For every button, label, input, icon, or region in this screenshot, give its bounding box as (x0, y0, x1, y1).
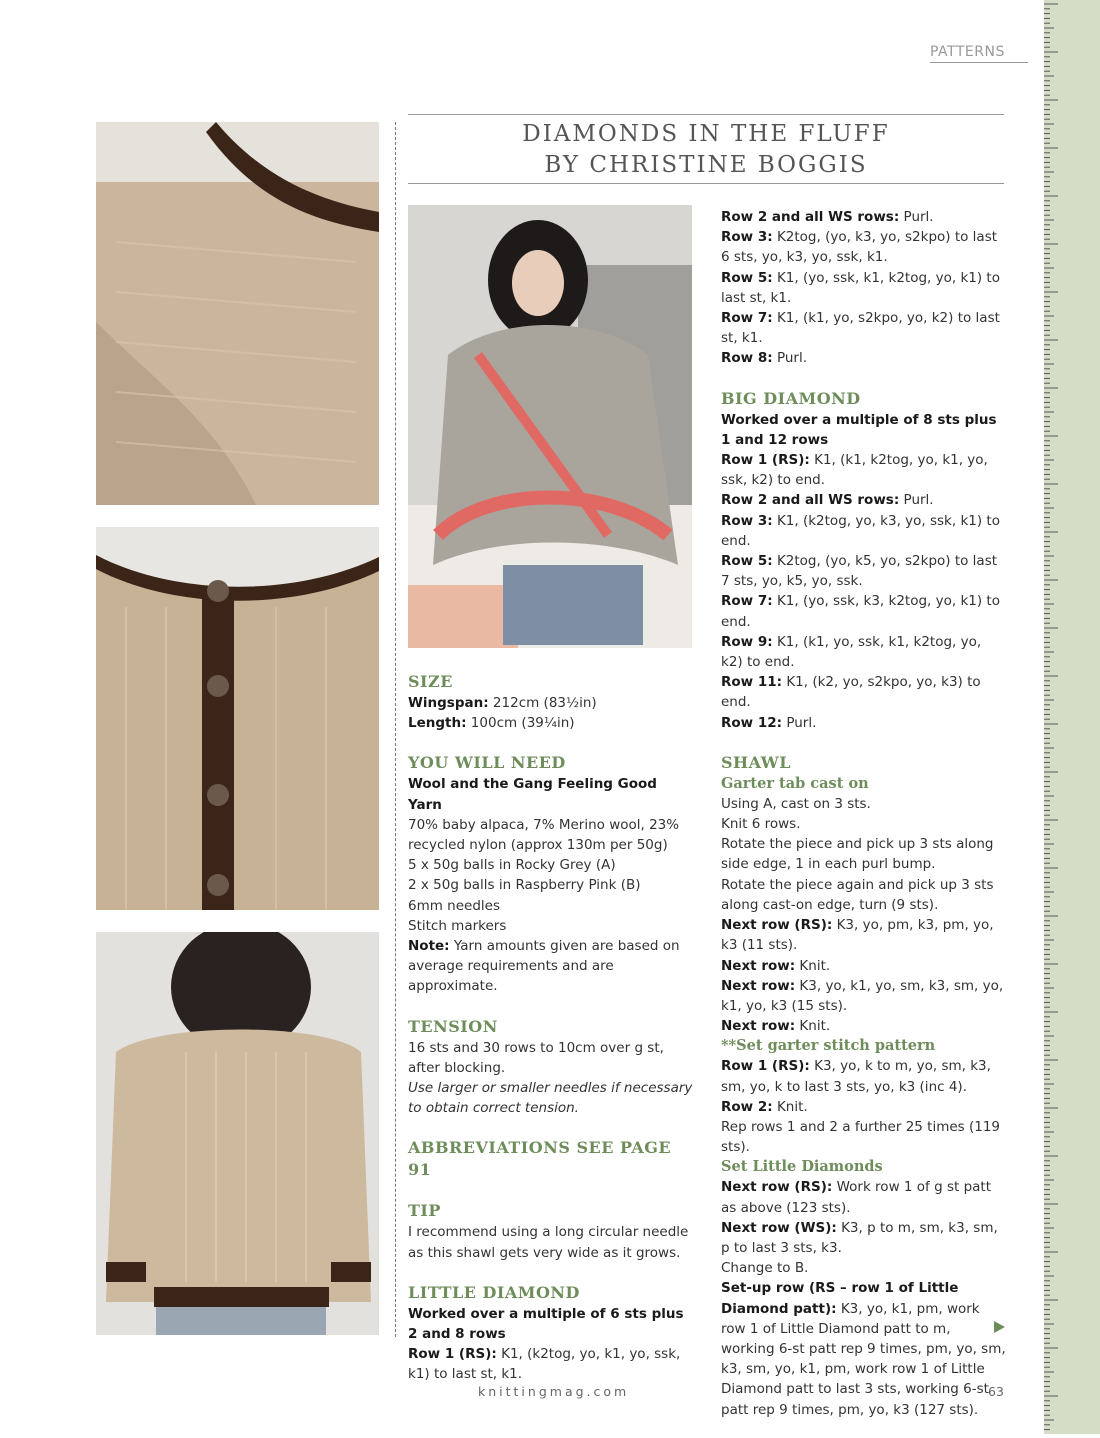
row-text: K2tog, (yo, k3, yo, s2kpo) to last 6 sts, yo, k3, yo, ssk, k1. (721, 229, 998, 266)
tension-note: Use larger or smaller needles if necessary to obtain correct tension. (408, 1080, 693, 1117)
row-label: Row 3: (721, 512, 773, 529)
row-text: K1, (k1, yo, ssk, k1, k2tog, yo, k2) to end. (721, 633, 982, 671)
row-text: K1, (k2tog, yo, k1, yo, ssk, k1) to last st, k1. (408, 1346, 681, 1383)
row-text: Knit. (776, 1098, 808, 1115)
shawl-line: Rep rows 1 and 2 a further 25 times (119 sts). (721, 1118, 1001, 1156)
row-label: Row 2 and all WS rows: (721, 492, 900, 509)
row-text: K1, (k2tog, yo, k3, yo, ssk, k1) to end. (721, 512, 1000, 549)
need-item: 70% baby alpaca, 7% Merino wool, 23% (408, 816, 680, 833)
row-text: K3, yo, pm, k3, pm, yo, k3 (11 sts). (721, 917, 994, 954)
right-column (721, 207, 1006, 1420)
row-label: Row 5: (721, 553, 773, 570)
abbreviations-heading: ABBREVIATIONS SEE PAGE 91 (408, 1138, 672, 1180)
garter-tab-subheading: Garter tab cast on (721, 774, 869, 792)
tension-text: 16 sts and 30 rows to 10cm over g st, after blocking. (408, 1039, 664, 1076)
row-label: Row 7: (721, 593, 773, 610)
row-label: Next row (RS): (721, 917, 833, 934)
footer-site: knittingmag.com (478, 1384, 630, 1399)
row-text: K2tog, (yo, k5, yo, s2kpo) to last 7 sts, yo, k5, yo, ssk. (721, 553, 998, 590)
section-tag: PATTERNS (930, 44, 1028, 63)
row-text: K3, p to m, sm, k3, sm, p to last 3 sts, k3. (721, 1219, 998, 1256)
little-diamond-intro: Worked over a multiple of 6 sts plus 2 and 8 rows (408, 1305, 684, 1343)
row-label: Next row: (721, 1018, 796, 1035)
row-text: K1, (yo, ssk, k3, k2tog, yo, k1) to end. (721, 593, 1000, 630)
length-value: 100cm (39¼in) (470, 715, 575, 732)
tension-heading: TENSION (408, 1016, 498, 1036)
row-text: Purl. (903, 492, 934, 509)
yarn-name: Wool and the Gang Feeling Good Yarn (408, 776, 657, 813)
row-label: Row 12: (721, 714, 783, 731)
note-label: Note: (408, 938, 450, 955)
row-label: Next row: (721, 957, 796, 974)
row-label: Row 7: (721, 310, 773, 327)
row-label: Row 5: (721, 269, 773, 286)
shawl-heading: SHAWL (721, 752, 792, 772)
row-label: Row 1 (RS): (721, 452, 810, 469)
wingspan-label: Wingspan: (408, 695, 489, 711)
row-label: Set-up row (RS – row 1 of Little Diamond patt): (721, 1280, 959, 1317)
photo-model-shawl (408, 205, 692, 648)
little-diamonds-subheading: Set Little Diamonds (721, 1158, 883, 1176)
row-text: K3, yo, k1, yo, sm, k3, sm, yo, k1, yo, k3 (15 sts). (721, 977, 1004, 1014)
photo-sweater-shoulder (96, 122, 379, 505)
row-label: Row 9: (721, 633, 773, 650)
big-diamond-heading: BIG DIAMOND (721, 388, 861, 408)
row-text: Purl. (903, 209, 934, 225)
ruler-strip (1044, 0, 1100, 1434)
tip-text: I recommend using a long circular needle as this shawl gets very wide as it grows. (408, 1224, 689, 1261)
need-item: Stitch markers (408, 917, 507, 934)
column-divider (395, 122, 396, 1337)
row-text: Knit. (799, 1018, 831, 1035)
little-diamond-heading: LITTLE DIAMOND (408, 1282, 580, 1302)
row-label: Row 1 (RS): (721, 1058, 810, 1075)
size-heading: SIZE (408, 672, 453, 691)
row-text: Knit. (799, 957, 831, 974)
need-item: 5 x 50g balls in Rocky Grey (A) (408, 857, 616, 874)
photo-sweater-back-view (96, 932, 379, 1335)
row-text: K1, (k1, k2tog, yo, k1, yo, ssk, k2) to end. (721, 452, 988, 489)
need-heading: YOU WILL NEED (408, 753, 566, 773)
page-number: 63 (988, 1384, 1004, 1399)
shawl-line: Change to B. (721, 1260, 809, 1277)
shawl-line: Knit 6 rows. (721, 816, 801, 833)
need-item: 2 x 50g balls in Raspberry Pink (B) (408, 877, 641, 894)
title-line-1: DIAMONDS IN THE FLUFF (522, 121, 890, 147)
need-item: 6mm needles (408, 897, 501, 914)
row-label: Next row (RS): (721, 1179, 833, 1196)
shawl-line: Rotate the piece again and pick up 3 sts along cast-on edge, turn (9 sts). (721, 876, 994, 913)
row-text: K1, (k2, yo, s2kpo, yo, k3) to end. (721, 674, 981, 711)
garter-pattern-subheading: **Set garter stitch pattern (721, 1037, 936, 1055)
row-text: K3, yo, k to m, yo, sm, k3, sm, yo, k to last 3 sts, yo, k3 (inc 4). (721, 1058, 991, 1095)
wingspan-value: 212cm (83½in) (492, 695, 597, 711)
row-label: Row 1 (RS): (408, 1346, 497, 1363)
tip-heading: TIP (408, 1201, 441, 1221)
ruler-ticks-icon (1044, 0, 1100, 1434)
row-text: K1, (k1, yo, s2kpo, yo, k2) to last st, k1. (721, 310, 1000, 347)
row-text: Work row 1 of g st patt as above (123 sts). (721, 1179, 991, 1216)
length-label: Length: (408, 715, 467, 732)
row-label: Row 11: (721, 674, 783, 691)
shawl-line: Using A, cast on 3 sts. (721, 795, 871, 812)
row-label: Row 8: (721, 350, 773, 367)
shawl-line: Rotate the piece and pick up 3 sts along side edge, 1 in each purl bump. (721, 836, 994, 873)
continue-arrow-icon (994, 1321, 1005, 1333)
row-text: K3, yo, k1, pm, work row 1 of Little Diamond patt to m, working 6-st patt rep 9 times, pm, yo, sm, k3, sm, yo, k1, pm, work row 1 of Little Diamond patt to last 3 sts, working 6-st patt rep 9 times, pm, yo, k3 (127 sts). (721, 1300, 1006, 1418)
row-text: Purl. (786, 714, 817, 731)
row-text: K1, (yo, ssk, k1, k2tog, yo, k1) to last st, k1. (721, 269, 1000, 306)
row-text: Purl. (776, 350, 807, 367)
big-diamond-intro: Worked over a multiple of 8 sts plus 1 and 12 rows (721, 411, 997, 448)
row-label: Row 2: (721, 1098, 773, 1115)
middle-column (408, 671, 693, 1385)
article-title (408, 114, 1004, 184)
row-label: Row 2 and all WS rows: (721, 209, 900, 225)
photo-sweater-back-buttons (96, 527, 379, 910)
note-text: Yarn amounts given are based on average requirements and are approximate. (408, 938, 680, 995)
need-item: recycled nylon (approx 130m per 50g) (408, 837, 668, 854)
row-label: Row 3: (721, 229, 773, 246)
row-label: Next row (WS): (721, 1219, 837, 1236)
row-label: Next row: (721, 977, 796, 994)
title-line-2: BY CHRISTINE BOGGIS (544, 152, 868, 178)
